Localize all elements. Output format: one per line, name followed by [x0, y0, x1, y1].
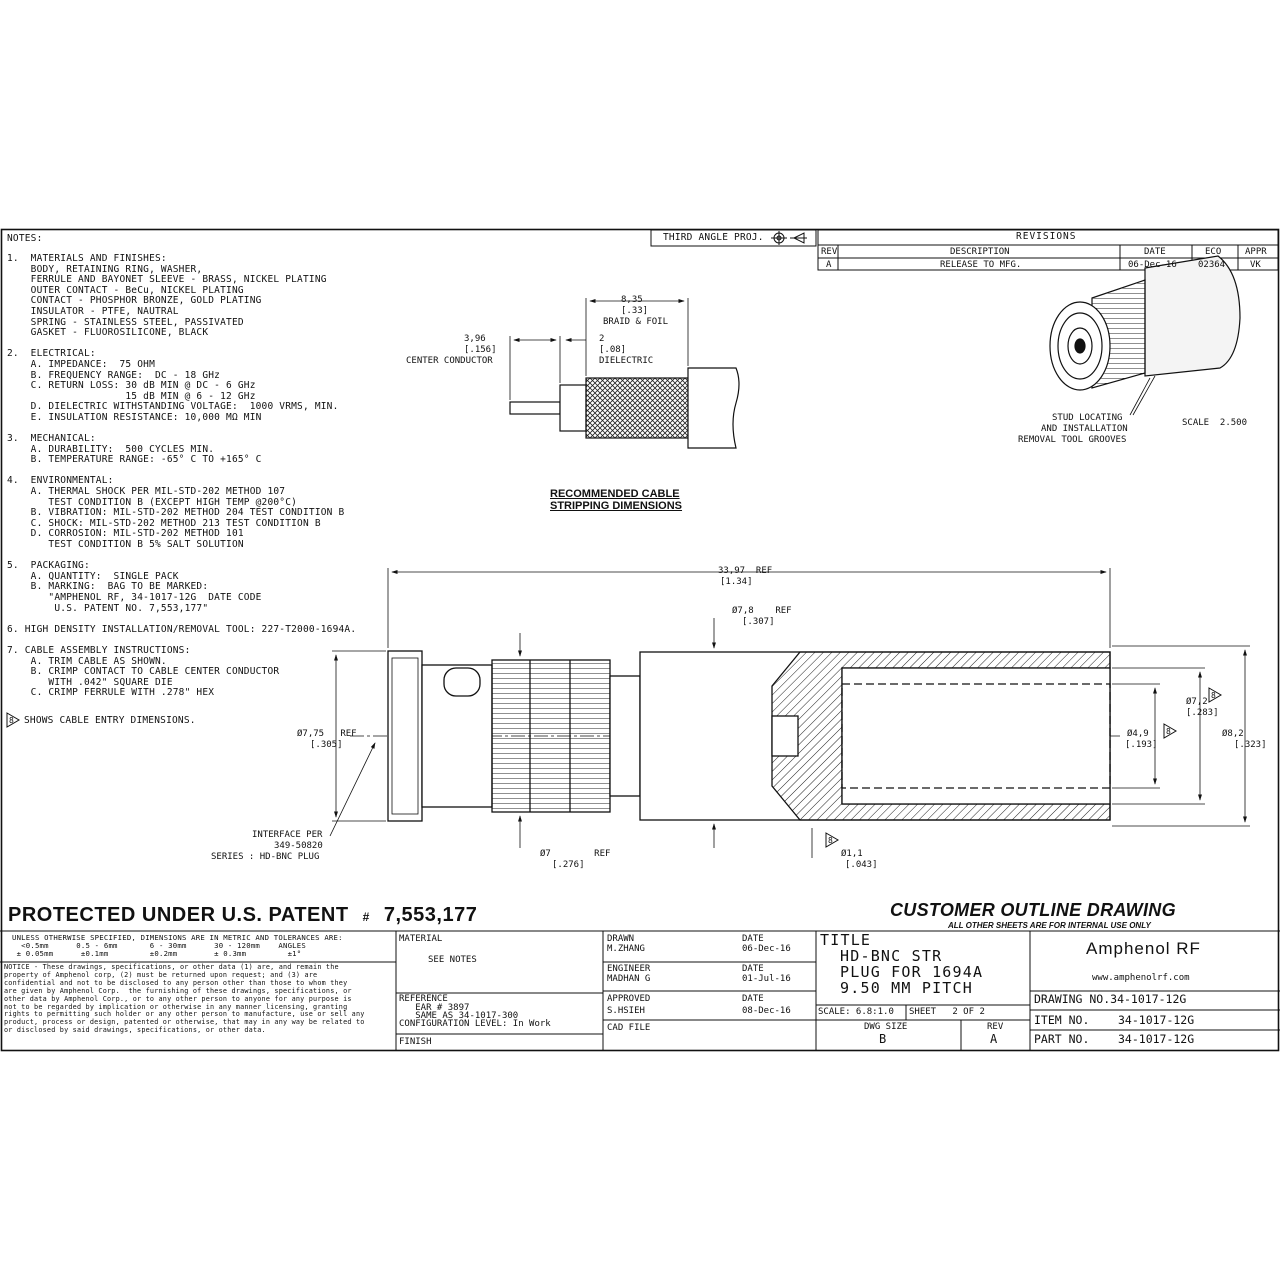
revision-row-date: 06-Dec-16	[1128, 260, 1177, 270]
customer-outline-title: CUSTOMER OUTLINE DRAWING	[890, 900, 1176, 920]
note-line: D. CORROSION: MIL-STD-202 METHOD 101	[7, 528, 244, 540]
rev-col-header: REV	[821, 247, 838, 257]
approved-date: 08-Dec-16	[742, 1006, 791, 1016]
isometric-connector-drawing	[1050, 256, 1240, 415]
tolerance-line1: UNLESS OTHERWISE SPECIFIED, DIMENSIONS ARE IN METRIC AND TOLERANCES ARE:	[12, 933, 343, 942]
note-line: 15 dB MIN @ 6 - 12 GHz	[7, 390, 256, 402]
entry-marker-number: 8	[9, 716, 14, 725]
notes-list	[7, 254, 356, 699]
notes-heading: NOTES:	[7, 233, 43, 244]
note-line: 2. ELECTRICAL:	[7, 348, 96, 360]
projection-symbol-icon	[771, 231, 807, 245]
note-line: WITH .042" SQUARE DIE	[7, 676, 173, 688]
dwg-size-label: DWG SIZE	[864, 1022, 908, 1032]
patent-text: PROTECTED UNDER U.S. PATENT	[8, 904, 349, 926]
note-line: 1. MATERIALS AND FINISHES:	[7, 253, 167, 264]
note-line: 5. PACKAGING:	[7, 560, 90, 572]
note-line: A. DURABILITY: 500 CYCLES MIN.	[7, 443, 215, 455]
note-line: B. FREQUENCY RANGE: DC - 18 GHz	[7, 369, 221, 381]
center-dim-mm: 3,96	[464, 334, 486, 344]
note-line: D. DIELECTRIC WITHSTANDING VOLTAGE: 1000 VRMS, MIN.	[7, 401, 339, 413]
revision-row-appr: VK	[1250, 260, 1261, 270]
d78-dim-in: [.307]	[742, 617, 775, 627]
center-dim-label: CENTER CONDUCTOR	[406, 356, 493, 366]
note-line: U.S. PATENT NO. 7,553,177"	[7, 602, 209, 614]
tolerance-line2: <0.5mm 0.5 - 6mm 6 - 30mm 30 - 120mm ANGLES	[12, 941, 306, 950]
note-line: BODY, RETAINING RING, WASHER,	[7, 263, 203, 275]
note-line: INSULATOR - PTFE, NAUTRAL	[7, 305, 179, 317]
sheet-value: SHEET 2 OF 2	[909, 1007, 985, 1017]
approved-date-label: DATE	[742, 994, 764, 1004]
interface-line3: SERIES : HD-BNC PLUG	[211, 852, 320, 862]
note-line: A. TRIM CABLE AS SHOWN.	[7, 655, 167, 667]
patent-hash: #	[362, 910, 370, 924]
braid-dim-in: [.33]	[621, 306, 649, 316]
braid-dim-mm: 8,35	[621, 295, 643, 305]
note-line: A. IMPEDANCE: 75 OHM	[7, 358, 155, 370]
item-number: 34-1017-12G	[1118, 1013, 1195, 1027]
note-line: "AMPHENOL RF, 34-1017-12G DATE CODE	[7, 592, 262, 603]
notice-text	[4, 964, 365, 1035]
note-line: E. INSULATION RESISTANCE: 10,000 MΩ MIN	[7, 411, 262, 423]
notice-line: rights to permitting such holder or any other person to manufacture, use or sell any	[4, 1010, 365, 1019]
svg-text:8: 8	[1166, 727, 1171, 736]
note-line: A. QUANTITY: SINGLE PACK	[7, 570, 179, 582]
drawn-name: M.ZHANG	[607, 944, 645, 954]
iso-callout-line2: AND INSTALLATION	[1041, 424, 1128, 434]
interface-line2: 349-50820	[274, 841, 323, 851]
note-line: TEST CONDITION B (EXCEPT HIGH TEMP @200°C)	[7, 496, 298, 508]
drawing-sheet	[0, 228, 1280, 1052]
d49-dim-in: [.193]	[1125, 740, 1158, 750]
stripping-title-line1: RECOMMENDED CABLE	[550, 488, 680, 500]
d78-dim-mm: Ø7,8 REF	[732, 606, 792, 616]
dielectric-dim-in: [.08]	[599, 345, 627, 355]
note-line: FERRULE AND BAYONET SLEEVE - BRASS, NICKEL PLATING	[7, 274, 327, 286]
company-url: www.amphenolrf.com	[1092, 973, 1190, 983]
company-name: Amphenol RF	[1086, 939, 1201, 958]
note-line: C. RETURN LOSS: 30 dB MIN @ DC - 6 GHz	[7, 380, 256, 392]
note-line: SPRING - STAINLESS STEEL, PASSIVATED	[7, 316, 244, 328]
finish-label: FINISH	[399, 1037, 432, 1047]
cable-entry-marker-icon	[825, 832, 839, 848]
notice-line: product, process or design, patented or otherwise, that may in any way be related to	[4, 1018, 365, 1027]
cad-file-label: CAD FILE	[607, 1023, 651, 1033]
date-col-header: DATE	[1144, 247, 1166, 257]
reference-line2: SAME AS 34-1017-300	[399, 1011, 519, 1021]
svg-text:8: 8	[828, 836, 833, 845]
part-number-label: PART NO.	[1034, 1032, 1090, 1046]
projection-label: THIRD ANGLE PROJ.	[663, 232, 764, 243]
iso-scale: SCALE 2.500	[1182, 418, 1248, 428]
engineer-date-label: DATE	[742, 964, 764, 974]
d82-dim-in: [.323]	[1234, 740, 1267, 750]
reference-line1: EAR # 3897	[399, 1003, 470, 1013]
d775-dim-mm: Ø7,75 REF	[297, 729, 357, 739]
d11-dim-in: [.043]	[845, 860, 878, 870]
revision-row-description: RELEASE TO MFG.	[940, 260, 1022, 270]
tolerance-line3: ± 0.05mm ±0.1mm ±0.2mm ± 0.3mm ±1°	[12, 949, 302, 958]
dielectric-dim-label: DIELECTRIC	[599, 356, 654, 366]
title-label: TITLE	[820, 931, 872, 949]
patent-number: 7,553,177	[383, 904, 478, 926]
note-line: B. MARKING: BAG TO BE MARKED:	[7, 581, 209, 593]
revisions-title: REVISIONS	[1016, 231, 1077, 242]
drawn-label: DRAWN	[607, 934, 635, 944]
note-line: 7. CABLE ASSEMBLY INSTRUCTIONS:	[7, 644, 191, 656]
d82-dim-mm: Ø8,2	[1222, 729, 1244, 739]
material-value: SEE NOTES	[428, 955, 477, 965]
entry-note: SHOWS CABLE ENTRY DIMENSIONS.	[24, 715, 196, 726]
note-line: OUTER CONTACT - BeCu, NICKEL PLATING	[7, 284, 244, 296]
notice-line: are given by Amphenol Corp. the furnishing of these drawings, specifications, or	[4, 986, 352, 995]
d11-dim-mm: Ø1,1	[841, 849, 863, 859]
drawing-number: DRAWING NO.34-1017-12G	[1034, 992, 1187, 1006]
note-line: TEST CONDITION B 5% SALT SOLUTION	[7, 539, 244, 551]
revision-row-eco: 02364	[1198, 260, 1226, 270]
d775-dim-in: [.305]	[310, 740, 343, 750]
d7-dim-in: [.276]	[552, 860, 585, 870]
note-line: 4. ENVIRONMENTAL:	[7, 475, 114, 487]
notice-line: confidential and not to be disclosed to any person other than those to whom they	[4, 978, 348, 987]
note-line: 6. HIGH DENSITY INSTALLATION/REMOVAL TOOL: 227-T2000-1694A.	[7, 623, 357, 635]
part-number: 34-1017-12G	[1118, 1032, 1195, 1046]
eco-col-header: ECO	[1205, 247, 1222, 257]
reference-label: REFERENCE	[399, 994, 448, 1004]
stripping-title-line2: STRIPPING DIMENSIONS	[550, 500, 683, 512]
customer-outline-subtitle: ALL OTHER SHEETS ARE FOR INTERNAL USE ONLY	[948, 921, 1151, 930]
engineer-label: ENGINEER	[607, 964, 651, 974]
notice-line: or disclosed by said drawings, specifications, or other data.	[4, 1026, 266, 1035]
overall-dim-mm: 33,97 REF	[718, 566, 773, 576]
dielectric-dim-mm: 2	[599, 334, 605, 344]
material-label: MATERIAL	[399, 934, 443, 944]
cable-entry-marker-icon	[1163, 723, 1177, 739]
overall-dim-in: [1.34]	[720, 577, 753, 587]
iso-callout-line1: STUD LOCATING	[1052, 413, 1123, 423]
dwg-size-value: B	[879, 1032, 887, 1046]
cable-entry-marker-icon	[1208, 687, 1222, 703]
svg-text:8: 8	[1211, 691, 1216, 700]
rev-label: REV	[987, 1022, 1004, 1032]
scale-value: SCALE: 6.8:1.0	[818, 1007, 894, 1017]
center-dim-in: [.156]	[464, 345, 497, 355]
d72-dim-in: [.283]	[1186, 708, 1219, 718]
approved-name: S.HSIEH	[607, 1006, 645, 1016]
engineer-name: MADHAN G	[607, 974, 651, 984]
note-line: B. VIBRATION: MIL-STD-202 METHOD 204 TEST CONDITION B	[7, 507, 345, 519]
approved-label: APPROVED	[607, 994, 651, 1004]
interface-line1: INTERFACE PER	[252, 830, 323, 840]
title-line1: HD-BNC STR	[840, 947, 943, 965]
d49-dim-mm: Ø4,9	[1127, 729, 1149, 739]
patent-banner	[8, 904, 477, 927]
notice-line: not to be regarded by implication or otherwise in any manner licensing, granting	[4, 1002, 348, 1011]
d7-dim-mm: Ø7 REF	[540, 849, 611, 859]
note-line: GASKET - FLUOROSILICONE, BLACK	[7, 327, 209, 339]
d72-dim-mm: Ø7,2	[1186, 697, 1208, 707]
note-line: 3. MECHANICAL:	[7, 433, 96, 445]
iso-callout-line3: REMOVAL TOOL GROOVES	[1018, 435, 1127, 445]
notice-line: property of Amphenol corp, (2) must be returned upon request; and (3) are	[4, 970, 318, 979]
description-col-header: DESCRIPTION	[950, 247, 1010, 257]
notice-line: NOTICE - These drawings, specifications, or other data (1) are, and remain the	[4, 963, 339, 971]
rev-value: A	[990, 1032, 998, 1046]
note-line: B. CRIMP CONTACT TO CABLE CENTER CONDUCTOR	[7, 666, 280, 678]
title-line2: PLUG FOR 1694A	[840, 963, 984, 981]
braid-dim-label: BRAID & FOIL	[603, 317, 669, 327]
note-line: C. CRIMP FERRULE WITH .278" HEX	[7, 687, 215, 699]
drawn-date: 06-Dec-16	[742, 944, 791, 954]
appr-col-header: APPR	[1245, 247, 1267, 257]
revision-row-rev: A	[826, 260, 832, 270]
note-line: A. THERMAL SHOCK PER MIL-STD-202 METHOD 107	[7, 486, 286, 498]
note-line: C. SHOCK: MIL-STD-202 METHOD 213 TEST CONDITION B	[7, 517, 321, 529]
title-line3: 9.50 MM PITCH	[840, 979, 973, 997]
reference-line3: CONFIGURATION LEVEL: In Work	[399, 1019, 551, 1029]
entry-marker-icon	[6, 712, 20, 728]
engineer-date: 01-Jul-16	[742, 974, 791, 984]
notice-line: other data by Amphenol Corp., or to any other person to anyone for any purpose is	[4, 994, 352, 1003]
drawn-date-label: DATE	[742, 934, 764, 944]
note-line: B. TEMPERATURE RANGE: -65° C TO +165° C	[7, 454, 262, 466]
item-number-label: ITEM NO.	[1034, 1013, 1090, 1027]
note-line: CONTACT - PHOSPHOR BRONZE, GOLD PLATING	[7, 295, 262, 307]
